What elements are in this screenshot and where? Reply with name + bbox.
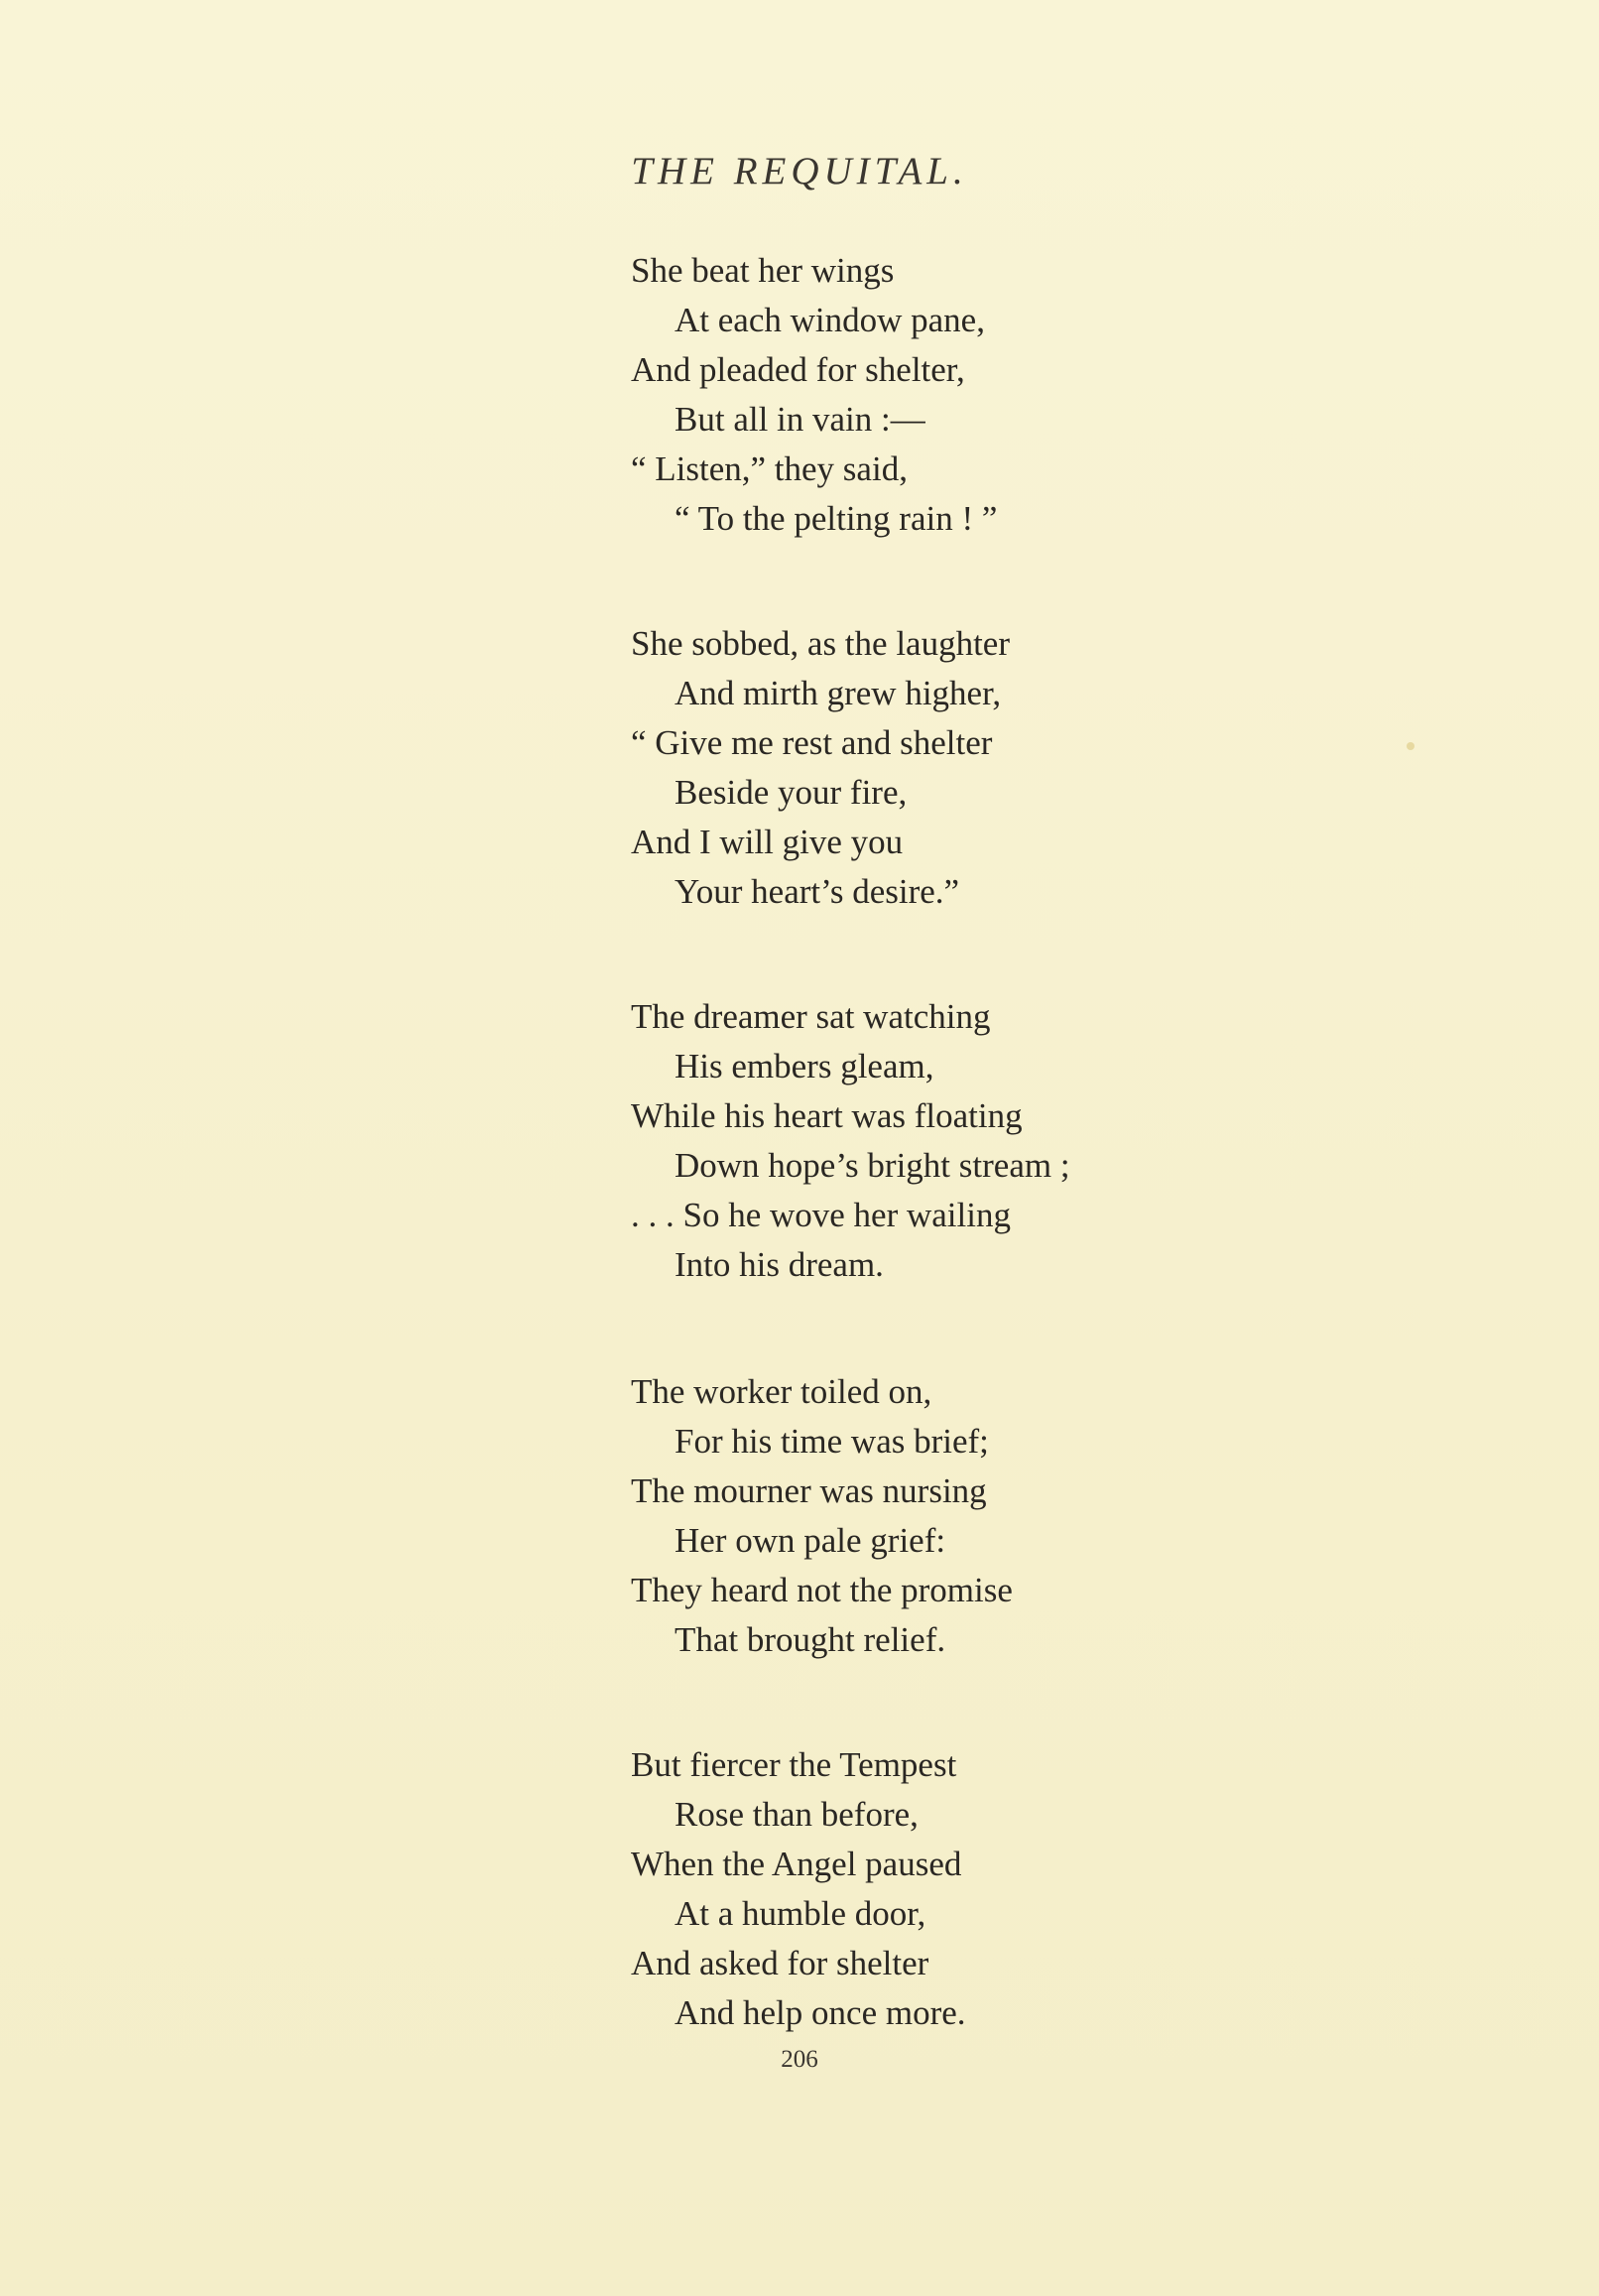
poem-line: Down hope’s bright stream ;: [675, 1146, 1070, 1185]
page-number: 206: [781, 2046, 818, 2073]
poem-line: And pleaded for shelter,: [631, 350, 965, 389]
stanza-4: [631, 1367, 1013, 1665]
paper-speck: [1407, 742, 1414, 750]
poem-line: Into his dream.: [675, 1245, 884, 1284]
poem-line: She beat her wings: [631, 251, 895, 290]
poem-line: “ Give me rest and shelter: [631, 723, 993, 762]
poem-line: At each window pane,: [675, 301, 985, 339]
poem-line: And help once more.: [675, 1993, 966, 2032]
poem-line: And asked for shelter: [631, 1944, 929, 1982]
poem-line: Rose than before,: [675, 1795, 919, 1834]
poem-line: But fiercer the Tempest: [631, 1745, 957, 1784]
poem-line: Your heart’s desire.”: [675, 872, 960, 911]
poem-line: And mirth grew higher,: [675, 674, 1002, 712]
stanza-2: [631, 619, 1010, 917]
poem-line: That brought relief.: [675, 1620, 946, 1659]
poem-line: His embers gleam,: [675, 1047, 934, 1085]
poem-line: And I will give you: [631, 823, 904, 861]
poem-line: “ Listen,” they said,: [631, 449, 908, 488]
poem-line: For his time was brief;: [675, 1422, 989, 1461]
poem-line: . . . So he wove her wailing: [631, 1196, 1011, 1234]
poem-line: Beside your fire,: [675, 773, 908, 812]
poem-line: The mourner was nursing: [631, 1471, 987, 1510]
poem-line: “ To the pelting rain ! ”: [675, 499, 998, 538]
poem-line: She sobbed, as the laughter: [631, 624, 1010, 663]
poem-line: While his heart was floating: [631, 1096, 1023, 1135]
stanza-3: [631, 992, 1070, 1290]
poem-line: But all in vain :—: [675, 400, 925, 439]
poem-line: They heard not the promise: [631, 1571, 1013, 1609]
poem-line: When the Angel paused: [631, 1845, 962, 1883]
poem-line: At a humble door,: [675, 1894, 926, 1933]
stanza-1: [631, 246, 997, 544]
poem-line: Her own pale grief:: [675, 1521, 946, 1560]
stanza-5: [631, 1740, 966, 2038]
poem-line: The worker toiled on,: [631, 1372, 932, 1411]
poem-line: The dreamer sat watching: [631, 997, 991, 1036]
running-title: THE REQUITAL.: [631, 150, 968, 192]
